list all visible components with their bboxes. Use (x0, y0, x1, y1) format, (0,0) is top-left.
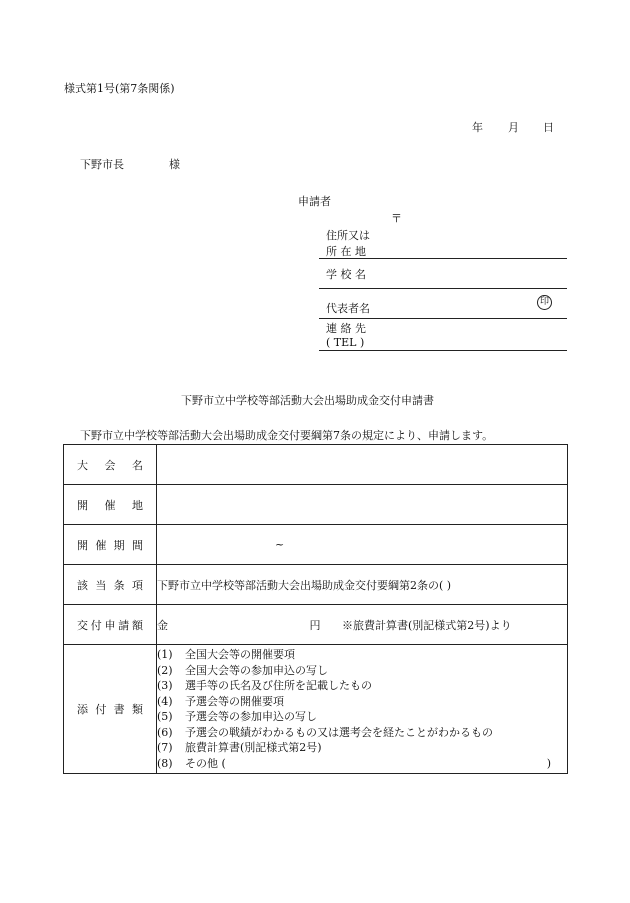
application-table (63, 444, 568, 774)
tournament-name-label: 大会名 (77, 458, 143, 472)
form-number: 様式第1号(第7条関係) (64, 82, 175, 95)
tournament-name-field[interactable] (157, 445, 568, 485)
period-tilde: ~ (275, 538, 285, 551)
amount-prefix: 金 (157, 618, 168, 632)
venue-label: 開催地 (77, 498, 143, 512)
address-underline (319, 258, 567, 259)
date-month-label: 月 (508, 121, 519, 134)
amount-label: 交付申請額 (77, 618, 143, 632)
period-field[interactable] (157, 525, 568, 565)
row-tournament (64, 445, 568, 485)
representative-label: 代表者名 (326, 302, 370, 315)
date-day-label: 日 (543, 121, 554, 134)
row-period (64, 525, 568, 565)
school-name-label: 学 校 名 (326, 268, 366, 281)
date-year-label: 年 (472, 121, 483, 134)
intro-text: 下野市立中学校等部活動大会出場助成金交付要綱第7条の規定により、申請します。 (80, 429, 494, 442)
row-amount (64, 605, 568, 645)
representative-underline (319, 318, 567, 319)
row-applicable-clause (64, 565, 568, 605)
attachment-item: (3) 選手等の氏名及び住所を記載したもの (157, 679, 372, 692)
other-close-paren: ) (546, 756, 551, 770)
applicable-clause-field[interactable]: 下野市立中学校等部活動大会出場助成金交付要綱第2条の( ) (157, 565, 568, 605)
applicable-clause-label: 該当条項 (77, 578, 143, 592)
attachment-item: (2) 全国大会等の参加申込の写し (157, 663, 328, 677)
row-venue (64, 485, 568, 525)
amount-field[interactable] (157, 605, 568, 645)
tel-label: ( TEL ) (326, 336, 365, 349)
document-title: 下野市立中学校等部活動大会出場助成金交付申請書 (181, 394, 434, 407)
attachment-item: (7) 旅費計算書(別記様式第2号) (157, 741, 322, 754)
seal-mark: 印 (537, 295, 552, 310)
school-name-underline (319, 288, 567, 289)
postal-mark: 〒 (391, 212, 402, 225)
attachments-label: 添付書類 (77, 703, 143, 716)
attachments-field (157, 645, 568, 774)
applicant-heading: 申請者 (298, 195, 331, 208)
attachment-item: (5) 予選会等の参加申込の写し (157, 710, 317, 723)
amount-note: ※旅費計算書(別記様式第2号)より (342, 618, 512, 632)
amount-unit: 円 (309, 618, 321, 632)
attachment-item: (6) 予選会の戦績がわかるもの又は選考会を経たことがわかるもの (157, 725, 493, 739)
attachment-item: (4) 予選会等の開催要項 (157, 694, 284, 708)
venue-field[interactable] (157, 485, 568, 525)
contact-label: 連 絡 先 (326, 322, 366, 335)
row-attachments (64, 645, 568, 774)
address-label-line1: 住所又は (326, 229, 370, 242)
attachment-item: (1) 全国大会等の開催要項 (157, 648, 295, 661)
addressee-name: 下野市長 (80, 158, 124, 171)
contact-underline (319, 350, 567, 351)
addressee-honorific: 様 (169, 158, 180, 171)
attachment-item-other[interactable]: (8) その他 ( ) (157, 756, 567, 772)
attachments-list (157, 645, 567, 773)
period-label: 開催期間 (77, 538, 143, 552)
address-label-line2: 所 在 地 (326, 245, 366, 258)
